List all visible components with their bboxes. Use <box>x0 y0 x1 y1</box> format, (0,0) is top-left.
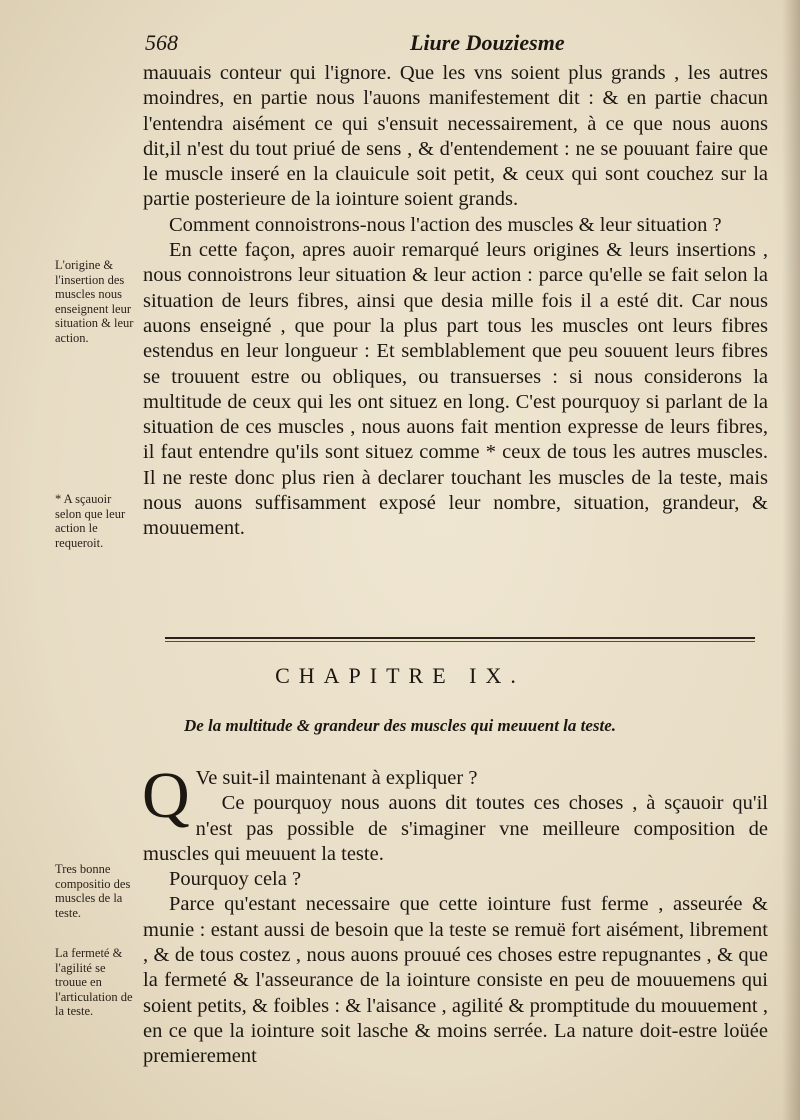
paragraph: Ce pourquoy nous auons dit toutes ces choses , à sçauoir qu'il n'est pas possible de s'imaginer vne meilleure composition de muscles qui meuuent la teste. <box>143 792 768 865</box>
chapter-divider-rule <box>165 641 755 642</box>
paragraph: Comment connoistrons-nous l'action des muscles & leur situation ? <box>169 213 722 236</box>
paragraph: Pourquoy cela ? <box>169 868 302 891</box>
chapter-title: CHAPITRE IX. <box>275 663 525 688</box>
margin-note: La fermeté & l'agilité se trouue en l'articulation de la teste. <box>55 946 133 1018</box>
margin-note: Tres bonne compositio des muscles de la teste. <box>55 862 131 920</box>
chapter-divider-rule <box>165 637 755 639</box>
page-header <box>145 30 785 60</box>
body-text-top <box>143 61 768 542</box>
margin-note: * A sçauoir selon que leur action le requeroit. <box>55 492 126 550</box>
body-text-bottom <box>142 759 768 1070</box>
running-title: Liure Douziesme <box>410 30 565 55</box>
paragraph: En cette façon, apres auoir remarqué leurs origines & leurs insertions , nous connoistrons leur situation & leur action : parce qu'elle se fait selon la situation de leurs fibres, ainsi que desia mille fois il a esté dit. Car nous auons enseigné , que pour la plus part tous les muscles ont leurs fibres estendus en leur longueur : Et semblablement que peu souuent leurs fibres se trouuent estre ou obliques, ou transuerses : si nous considerons la multitude de ceux qui les ont situez en long. C'est pourquoy si parlant de la situation de ces muscles , nous auons fait mention expresse de leurs fibres, il faut entendre qu'ils sont situez comme * ceux de tous les autres muscles. Il ne reste donc plus rien à declarer touchant les muscles de la teste, mais nous auons suffisamment exposé leur nombre, situation, grandeur, & mouuement. <box>143 239 768 540</box>
paragraph: mauuais conteur qui l'ignore. Que les vns soient plus grands , les autres moindres, en partie nous l'auons manifestement dit : & en partie chacun l'entendra aisément ce qui s'ensuit necessairement, à ce que nous auons dit,il n'est du tout priué de sens , & d'entendement : ne se pouuant faire que le muscle inseré en la clauicule soit petit, & ceux qui sont couchez sur la partie posterieure de la iointure soient grands. <box>143 62 768 211</box>
page-edge-shadow <box>782 0 800 1120</box>
paragraph: Parce qu'estant necessaire que cette iointure fust ferme , asseurée & munie : estant aussi de besoin que la teste se remuë fort aisément, librement , & de tous costez , nous auons prouué ces choses estre repugnantes , & que la fermeté & l'asseurance de la iointure consiste en peu de mouuemens qui soient petits, & foibles : & l'aisance , agilité & promptitude du mouuement , en ce que la iointure soit lasche & moins serrée. La nature doit-estre loüée premierement <box>143 893 768 1068</box>
paragraph-text: Ve suit-il maintenant à expliquer ? <box>195 767 478 789</box>
drop-cap: Q <box>142 759 190 832</box>
page-number: 568 <box>145 30 178 55</box>
chapter-subtitle: De la multitude & grandeur des muscles qui meuuent la teste. <box>183 716 617 735</box>
margin-note: L'origine & l'insertion des muscles nous enseignent leur situation & leur action. <box>55 258 134 345</box>
